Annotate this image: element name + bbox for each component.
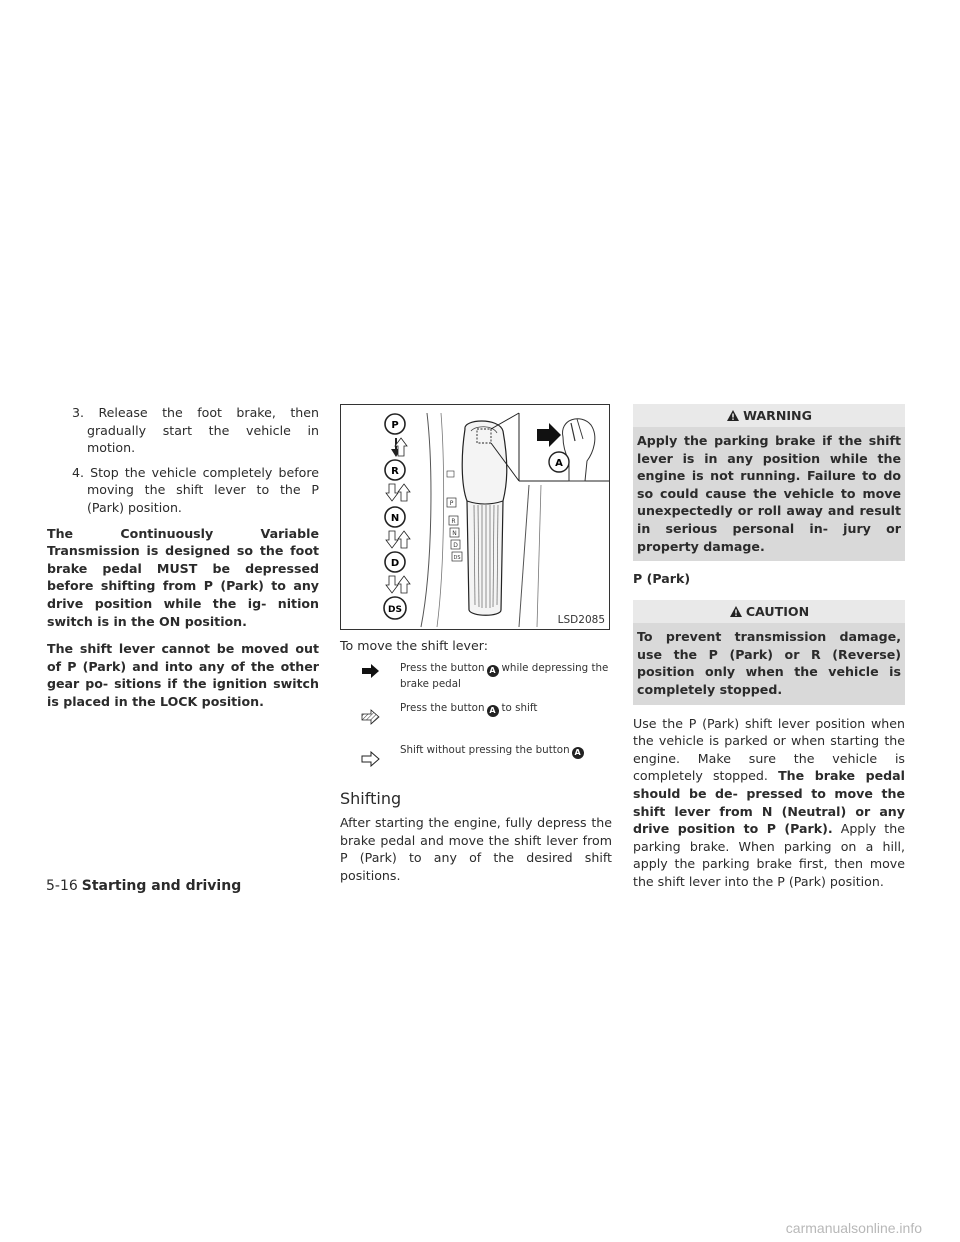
warning-text: Apply the parking brake if the shift lever is in any position while the engine is not running. Failure to do so could cause the vehicle to move unexpectedly or roll away and result in serious personal in- jury or property damage. xyxy=(637,433,901,554)
warning-icon xyxy=(726,409,740,422)
page-number: 5-16 xyxy=(46,878,78,894)
badge-a: A xyxy=(572,747,584,759)
park-text: Use the P (Park) shift lever position when the vehicle is parked or when starting the engine. Make sure the vehicle is completely stopped. The brake pedal should be de- pressed to move the shift lever from N (Neutral) or any drive position to P (Park). Apply the parking brake. When parking on a hill, apply the parking brake first, then move the shift lever into the P (Park) position. xyxy=(633,715,906,889)
step-3: 3. Release the foot brake, then gradually start the vehicle in motion. xyxy=(72,405,319,456)
park-heading: P (Park) xyxy=(633,571,691,587)
gate-label-r: R xyxy=(451,518,456,525)
gate-label-n: N xyxy=(452,530,457,537)
gate-label-d: D xyxy=(453,542,458,549)
shift-lever-diagram xyxy=(341,405,609,629)
outline-arrow-icon xyxy=(360,751,380,767)
caution-box xyxy=(633,600,905,704)
cvt-note: The Continuously Variable Transmission is designed so the foot brake pedal MUST be depressed before shifting from P (Park) to any drive position while the ig- nition switch is in the ON position. xyxy=(47,525,319,629)
warning-box xyxy=(633,404,905,561)
gate-label-ds: DS xyxy=(453,555,461,561)
legend-row-1: Press the button A while depressing the brake pedal xyxy=(340,661,612,691)
callout-a: A xyxy=(555,458,563,469)
gear-label-d: D xyxy=(390,558,400,569)
warning-title: WARNING xyxy=(743,408,812,423)
legend-row-2: Press the button A to shift xyxy=(340,701,612,733)
right-column xyxy=(633,404,905,890)
step-4: 4. Stop the vehicle completely before moving the shift lever to the P (Park) position. xyxy=(72,464,319,515)
caution-icon xyxy=(729,605,743,618)
middle-column xyxy=(340,404,612,884)
shifting-text: After starting the engine, fully depress the brake pedal and move the shift lever from P (Park) to any of the desired shift positions. xyxy=(340,815,612,883)
badge-a: A xyxy=(487,665,499,677)
press-arrow-icon xyxy=(537,423,561,447)
hatched-arrow-icon xyxy=(360,709,380,725)
caution-title: CAUTION xyxy=(745,604,810,620)
gear-label-r: R xyxy=(391,466,399,477)
caption-intro: To move the shift lever: xyxy=(340,638,488,653)
gear-label-ds: DS xyxy=(388,605,402,615)
watermark: carmanualsonline.info xyxy=(785,1220,922,1236)
figure-code: LSD2085 xyxy=(557,614,605,626)
solid-arrow-icon xyxy=(360,663,380,679)
lock-note: The shift lever cannot be moved out of P (Park) and into any of the other gear po- sitions if the ignition switch is placed in the LOCK position. xyxy=(47,641,319,709)
gear-label-p: P xyxy=(391,420,399,431)
badge-a: A xyxy=(487,705,499,717)
shift-lever-figure xyxy=(340,404,610,630)
gate-label-p: P xyxy=(449,500,454,507)
caution-text: To prevent transmission damage, use the P (Park) or R (Reverse) position only when the vehicle is completely stopped. xyxy=(637,629,901,697)
section-title: Starting and driving xyxy=(81,878,242,894)
shifting-heading: Shifting xyxy=(340,789,402,808)
left-column xyxy=(47,404,319,711)
gear-label-n: N xyxy=(390,513,400,524)
page-footer xyxy=(46,878,241,894)
legend-row-3: Shift without pressing the button A xyxy=(340,743,612,775)
steps-list xyxy=(47,404,319,517)
